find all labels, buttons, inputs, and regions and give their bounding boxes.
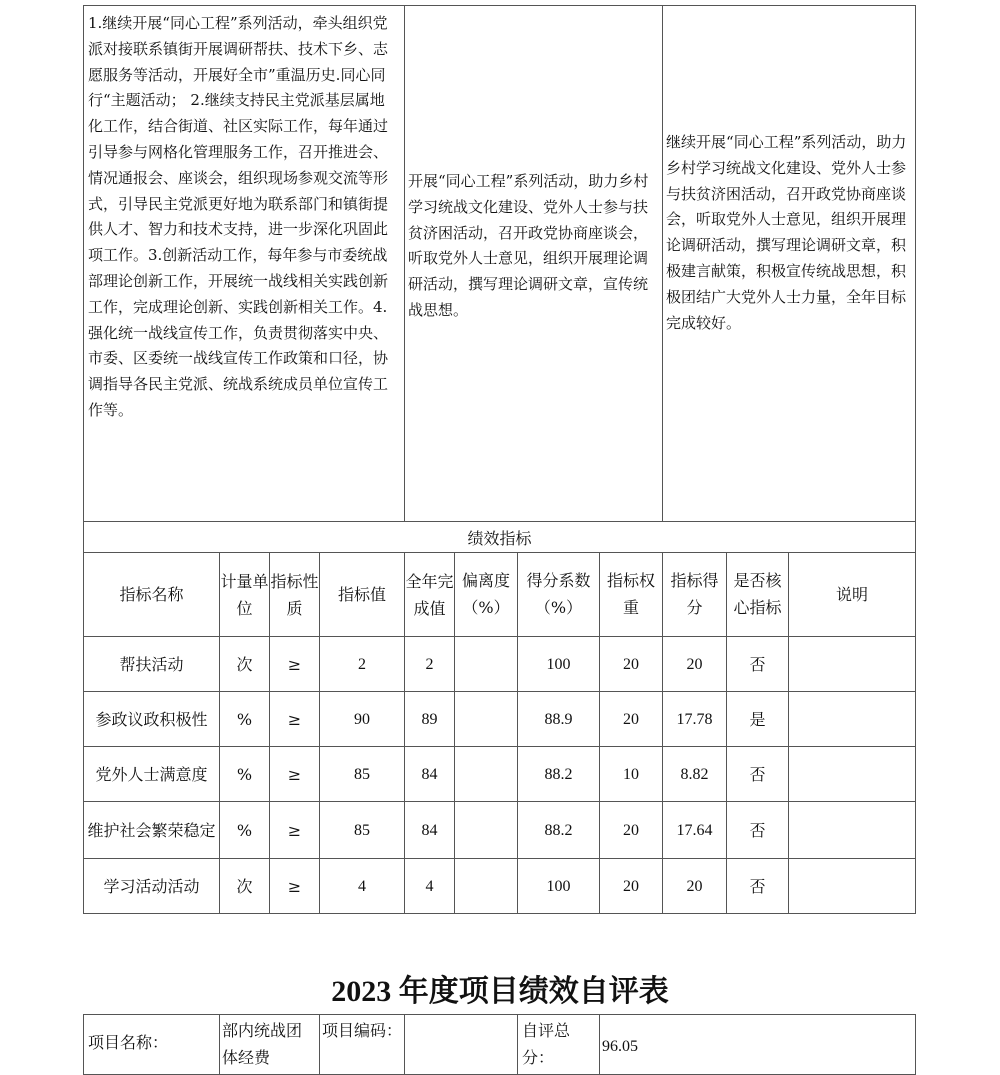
indicator-actual: 2	[405, 637, 455, 692]
indicator-name: 学习活动活动	[84, 859, 220, 914]
indicator-core: 否	[727, 859, 789, 914]
indicator-nature: ≥	[270, 802, 320, 859]
indicator-actual: 4	[405, 859, 455, 914]
project-info-row	[84, 1015, 916, 1075]
goal-row	[84, 6, 916, 522]
indicator-weight: 20	[600, 692, 663, 747]
header-deviation: 偏离度（%）	[455, 553, 518, 637]
header-actual: 全年完成值	[405, 553, 455, 637]
indicator-weight: 20	[600, 802, 663, 859]
indicator-deviation	[455, 802, 518, 859]
indicator-note	[789, 747, 916, 802]
table-row	[84, 637, 916, 692]
project-info-table	[83, 1014, 916, 1075]
performance-table-wrapper	[83, 5, 915, 914]
indicator-nature: ≥	[270, 637, 320, 692]
indicator-weight: 20	[600, 637, 663, 692]
self-score-label: 自评总分：	[518, 1015, 600, 1075]
project-name-value: 部内统战团体经费	[220, 1015, 320, 1075]
header-unit: 计量单位	[220, 553, 270, 637]
header-nature: 指标性质	[270, 553, 320, 637]
indicator-core: 否	[727, 802, 789, 859]
table-row	[84, 692, 916, 747]
indicator-score: 20	[663, 637, 727, 692]
header-indicator-name: 指标名称	[84, 553, 220, 637]
indicator-name: 参政议政积极性	[84, 692, 220, 747]
indicator-core: 否	[727, 747, 789, 802]
indicator-unit: 次	[220, 859, 270, 914]
indicator-score: 20	[663, 859, 727, 914]
indicator-unit: %	[220, 747, 270, 802]
indicator-deviation	[455, 859, 518, 914]
table-row	[84, 802, 916, 859]
indicator-coefficient: 88.9	[518, 692, 600, 747]
self-score-value: 96.05	[600, 1015, 916, 1075]
indicator-target: 4	[320, 859, 405, 914]
indicator-name: 维护社会繁荣稳定	[84, 802, 220, 859]
indicator-actual: 89	[405, 692, 455, 747]
performance-table	[83, 5, 916, 914]
header-target: 指标值	[320, 553, 405, 637]
project-code-value	[405, 1015, 518, 1075]
indicator-deviation	[455, 747, 518, 802]
header-note: 说明	[789, 553, 916, 637]
indicator-note	[789, 637, 916, 692]
indicator-name: 帮扶活动	[84, 637, 220, 692]
indicator-unit: 次	[220, 637, 270, 692]
indicator-target: 2	[320, 637, 405, 692]
section-title-row	[84, 522, 916, 553]
indicator-weight: 20	[600, 859, 663, 914]
table-row	[84, 747, 916, 802]
indicator-target: 85	[320, 802, 405, 859]
indicator-nature: ≥	[270, 692, 320, 747]
indicator-deviation	[455, 692, 518, 747]
indicator-name: 党外人士满意度	[84, 747, 220, 802]
indicator-coefficient: 88.2	[518, 747, 600, 802]
indicator-nature: ≥	[270, 747, 320, 802]
table-row	[84, 859, 916, 914]
header-weight: 指标权重	[600, 553, 663, 637]
indicator-core: 是	[727, 692, 789, 747]
project-name-label: 项目名称：	[84, 1015, 220, 1075]
section-title: 绩效指标	[84, 522, 916, 553]
indicator-score: 8.82	[663, 747, 727, 802]
indicator-note	[789, 859, 916, 914]
indicator-actual: 84	[405, 802, 455, 859]
annual-goal-cell: 1.继续开展“同心工程”系列活动，牵头组织党派对接联系镇街开展调研帮扶、技术下乡、志愿服务等活动，开展好全市”重温历史.同心同行“主题活动； 2.继续支持民主党派基层属地化工作，结合街道、社区实际工作，每年通过引导参与网格化管理服务工作，召开推进会、情况通报会、座谈会，组织现场参观交流等形式，引导民主党派更好地为联系部门和镇街提供人才、智力和技术支持，进一步深化巩固此项工作。3.创新活动工作，每年参与市委统战部理论创新工作，开展统一战线相关实践创新工作，完成理论创新、实践创新相关工作。4.强化统一战线宣传工作，负责贯彻落实中央、市委、区委统一战线宣传工作政策和口径，协调指导各民主党派、统战系统成员单位宣传工作等。	[84, 6, 405, 522]
indicator-coefficient: 88.2	[518, 802, 600, 859]
indicator-note	[789, 692, 916, 747]
indicator-score: 17.64	[663, 802, 727, 859]
project-code-label: 项目编码：	[320, 1015, 405, 1075]
indicator-core: 否	[727, 637, 789, 692]
indicator-nature: ≥	[270, 859, 320, 914]
header-coefficient: 得分系数（%）	[518, 553, 600, 637]
evaluation-cell: 继续开展“同心工程”系列活动，助力乡村学习统战文化建设、党外人士参与扶贫济困活动，召开政党协商座谈会，听取党外人士意见，组织开展理论调研活动，撰写理论调研文章，积极建言献策，积极宣传统战思想，积极团结广大党外人士力量，全年目标完成较好。	[663, 6, 916, 522]
project-info-wrapper	[83, 1014, 915, 1075]
indicator-coefficient: 100	[518, 859, 600, 914]
indicator-deviation	[455, 637, 518, 692]
indicator-unit: %	[220, 692, 270, 747]
indicator-note	[789, 802, 916, 859]
document-title: 2023 年度项目绩效自评表	[331, 975, 669, 1008]
header-row	[84, 553, 916, 637]
indicator-target: 90	[320, 692, 405, 747]
actual-completion-cell: 开展“同心工程”系列活动，助力乡村学习统战文化建设、党外人士参与扶贫济困活动，召开政党协商座谈会，听取党外人士意见，组织开展理论调研活动，撰写理论调研文章，宣传统战思想。	[405, 6, 663, 522]
indicator-weight: 10	[600, 747, 663, 802]
header-score: 指标得分	[663, 553, 727, 637]
indicator-unit: %	[220, 802, 270, 859]
indicator-target: 85	[320, 747, 405, 802]
header-core: 是否核心指标	[727, 553, 789, 637]
indicator-coefficient: 100	[518, 637, 600, 692]
indicator-score: 17.78	[663, 692, 727, 747]
indicator-actual: 84	[405, 747, 455, 802]
